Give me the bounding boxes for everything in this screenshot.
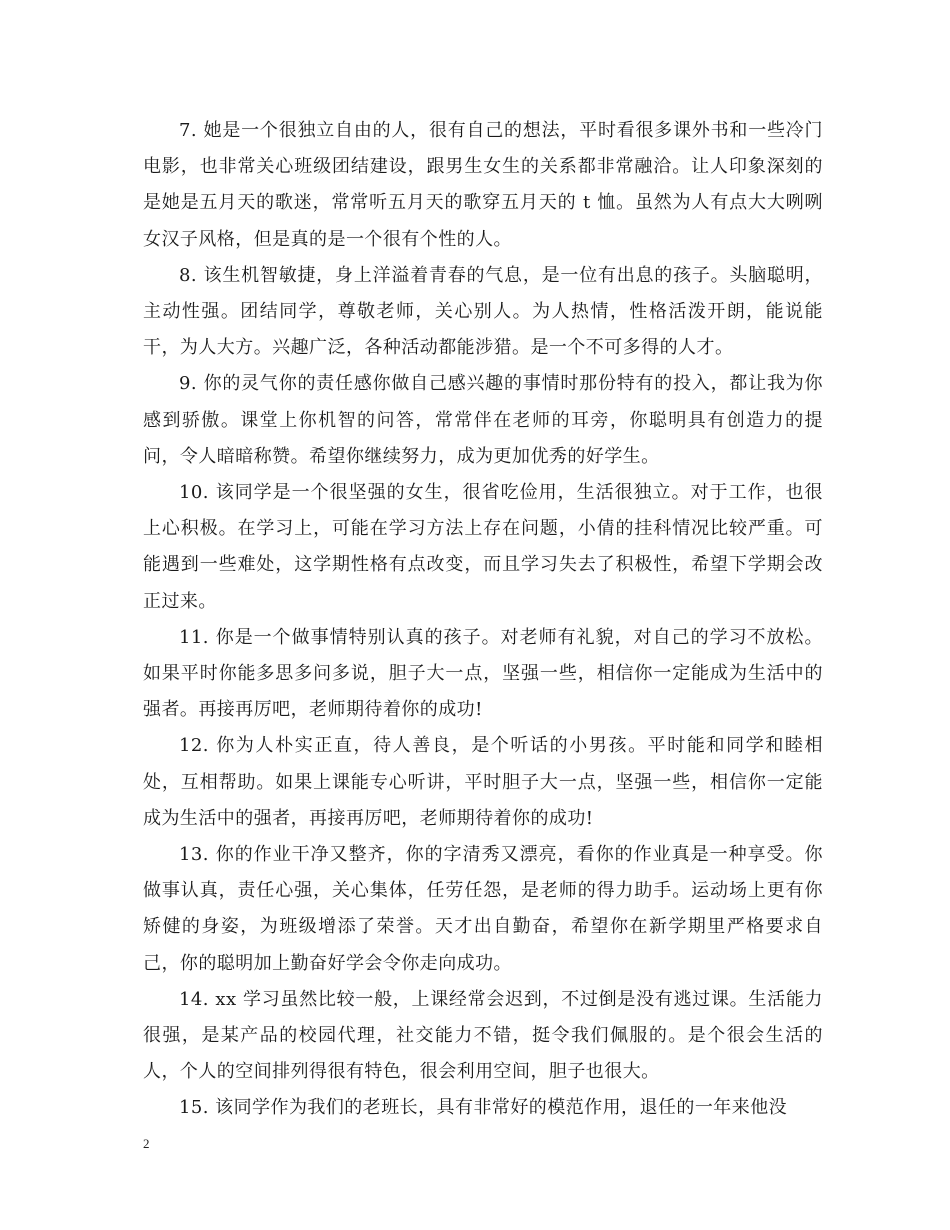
paragraph-13: 13. 你的作业干净又整齐，你的字清秀又漂亮，看你的作业真是一种享受。你做事认真，责任心强，关心集体，任劳任怨，是老师的得力助手。运动场上更有你矫健的身姿，为班级增添了荣誉。天才出自勤奋，希望你在新学期里严格要求自己，你的聪明加上勤奋好学会令你走向成功。 [143,844,823,974]
paragraph-9: 9. 你的灵气你的责任感你做自己感兴趣的事情时那份特有的投入，都让我为你感到骄傲。课堂上你机智的问答，常常伴在老师的耳旁，你聪明具有创造力的提问，令人暗暗称赞。希望你继续努力，成为更加优秀的好学生。 [143,373,823,467]
paragraph-12: 12. 你为人朴实正直，待人善良，是个听话的小男孩。平时能和同学和睦相处，互相帮助。如果上课能专心听讲，平时胆子大一点，坚强一些，相信你一定能成为生活中的强者，再接再厉吧，老师期待着你的成功! [143,735,823,829]
paragraph-10: 10. 该同学是一个很坚强的女生，很省吃俭用，生活很独立。对于工作，也很上心积极。在学习上，可能在学习方法上存在问题，小倩的挂科情况比较严重。可能遇到一些难处，这学期性格有点改变，而且学习失去了积极性，希望下学期会改正过来。 [143,482,823,612]
paragraph-14: 14. xx 学习虽然比较一般，上课经常会迟到，不过倒是没有逃过课。生活能力很强，是某产品的校园代理，社交能力不错，挺令我们佩服的。是个很会生活的人，个人的空间排列得很有特色，很会利用空间，胆子也很大。 [143,988,823,1083]
page-number: 2 [143,1136,150,1151]
document-body [143,113,823,1127]
paragraph-11: 11. 你是一个做事情特别认真的孩子。对老师有礼貌，对自己的学习不放松。如果平时你能多思多问多说，胆子大一点，坚强一些，相信你一定能成为生活中的强者。再接再厉吧，老师期待着你的成功! [143,626,823,721]
paragraph-7: 7. 她是一个很独立自由的人，很有自己的想法，平时看很多课外书和一些冷门电影，也非常关心班级团结建设，跟男生女生的关系都非常融洽。让人印象深刻的是她是五月天的歌迷，常常听五月天的歌穿五月天的 t 恤。虽然为人有点大大咧咧女汉子风格，但是真的是一个很有个性的人。 [143,120,823,250]
paragraph-8: 8. 该生机智敏捷，身上洋溢着青春的气息，是一位有出息的孩子。头脑聪明，主动性强。团结同学，尊敬老师，关心别人。为人热情，性格活泼开朗，能说能干，为人大方。兴趣广泛，各种活动都能涉猎。是一个不可多得的人才。 [143,264,823,359]
paragraph-15: 15. 该同学作为我们的老班长，具有非常好的模范作用，退任的一年来他没 [179,1097,788,1119]
